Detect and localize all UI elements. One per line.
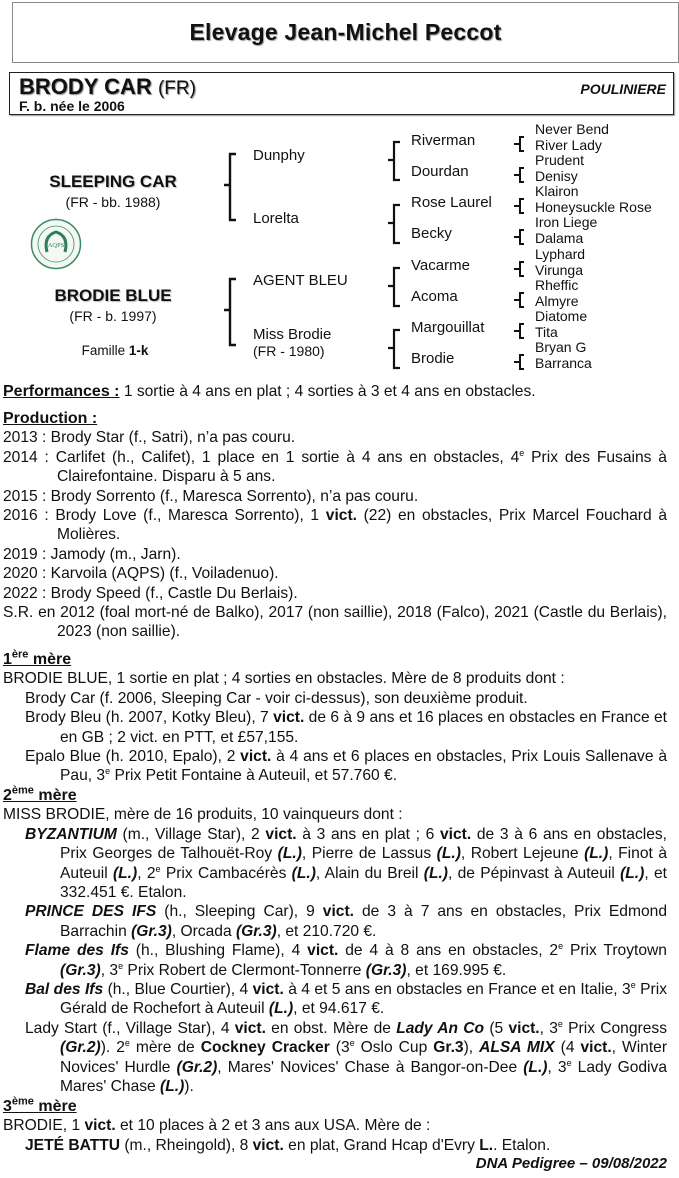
horse-name-text: BRODY CAR bbox=[19, 74, 152, 99]
mere1-title: 1ère mère bbox=[3, 648, 72, 668]
gen4-horse: Iron Liege bbox=[535, 214, 598, 230]
gen2-horse-name: Miss Brodie bbox=[253, 326, 332, 343]
gen3-horse: Becky bbox=[411, 225, 452, 242]
bracket bbox=[384, 266, 404, 308]
performances-text: 1 sortie à 4 ans en plat ; 4 sorties à 3 et 4 ans en obstacles. bbox=[119, 383, 536, 400]
gen3-horse: Acoma bbox=[411, 288, 458, 305]
gen4-horse: Diatome bbox=[535, 308, 588, 324]
gen3-horse: Vacarme bbox=[411, 257, 470, 274]
gen4-pair bbox=[535, 153, 584, 184]
gen2-horse bbox=[253, 326, 331, 359]
bracket bbox=[512, 322, 526, 340]
header-box bbox=[12, 2, 679, 63]
bracket bbox=[512, 291, 526, 309]
famille bbox=[15, 343, 215, 358]
bracket bbox=[512, 353, 526, 371]
bracket bbox=[220, 277, 240, 347]
performances-section bbox=[3, 382, 667, 401]
mere1-intro: BRODIE BLUE, 1 sortie en plat ; 4 sorties en obstacles. Mère de 8 produits dont : bbox=[3, 670, 565, 688]
mere2-item: Bal des Ifs (h., Blue Courtier), 4 vict. à 4 et 5 ans en obstacles en France et en Italie, 3e Prix Gérald de Rochefort à Auteuil (L.), et 94.617 €. bbox=[25, 979, 667, 1018]
gen2-horse: Dunphy bbox=[253, 147, 305, 164]
aqps-seal-icon bbox=[30, 218, 82, 270]
gen4-pair bbox=[535, 184, 652, 215]
mere1-item: Epalo Blue (h. 2010, Epalo), 2 vict. à 4 ans et 6 places en obstacles, Prix Louis Sallenave à Pau, 3e Prix Petit Fontaine à Auteuil, et 57.760 €. bbox=[25, 748, 667, 785]
bracket bbox=[512, 228, 526, 246]
production-item bbox=[3, 603, 667, 642]
bracket bbox=[384, 140, 404, 182]
horse-name bbox=[19, 74, 196, 100]
bracket bbox=[512, 166, 526, 184]
horse-country: (FR) bbox=[157, 78, 196, 99]
mere1-item: Brody Car (f. 2006, Sleeping Car - voir ci-dessus), son deuxième produit. bbox=[25, 689, 528, 707]
mere2-item: Flame des Ifs (h., Blushing Flame), 4 vict. de 4 à 8 ans en obstacles, 2e Prix Troytown (Gr.3), 3e Prix Robert de Clermont-Tonnerre (Gr.3), et 169.995 €. bbox=[25, 941, 667, 979]
mere1-item: Brody Bleu (h. 2007, Kotky Bleu), 7 vict. de 6 à 9 ans et 16 places en obstacles en France et en GB ; 2 vict. en PTT, et £57,155. bbox=[25, 709, 667, 746]
header-title: Elevage Jean-Michel Peccot bbox=[189, 19, 502, 45]
gen4-horse: Almyre bbox=[535, 292, 579, 309]
gen2-horse-info: (FR - 1980) bbox=[253, 343, 325, 359]
gen4-horse: Barranca bbox=[535, 354, 592, 371]
horse-box bbox=[9, 72, 674, 115]
gen4-horse: Honeysuckle Rose bbox=[535, 198, 652, 215]
gen2-horse: AGENT BLEU bbox=[253, 272, 348, 289]
pedigree bbox=[0, 120, 679, 375]
production-item bbox=[3, 487, 667, 506]
gen3-horse: Dourdan bbox=[411, 163, 469, 180]
sire-name: SLEEPING CAR bbox=[49, 172, 177, 191]
horse-description: F. b. née le 2006 bbox=[19, 98, 125, 114]
gen4-horse: Tita bbox=[535, 323, 558, 340]
production-title: Production : bbox=[3, 410, 98, 427]
production-section bbox=[3, 409, 667, 642]
mere2-item: PRINCE DES IFS (h., Sleeping Car), 9 vict. de 3 à 7 ans en obstacles, Prix Edmond Barrachin (Gr.3), Orcada (Gr.3), et 210.720 €. bbox=[25, 903, 667, 940]
gen4-horse: Prudent bbox=[535, 152, 585, 168]
gen3-horse: Margouillat bbox=[411, 319, 485, 336]
production-item bbox=[3, 564, 667, 583]
dam-name: BRODIE BLUE bbox=[54, 286, 172, 305]
production-item-text: 2019 : Jamody (m., Jarn). bbox=[3, 545, 181, 563]
mere1-section bbox=[3, 650, 667, 786]
mere2-title: 2ème mère bbox=[3, 784, 77, 804]
production-item bbox=[3, 428, 667, 447]
gen2-horse: Lorelta bbox=[253, 210, 299, 227]
production-item: 2014 : Carlifet (h., Califet), 1 place en 1 sortie à 4 ans en obstacles, 4e Prix des Fusains à Clairefontaine. Disparu à 5 ans. bbox=[3, 447, 667, 486]
gen3-horse: Riverman bbox=[411, 132, 476, 149]
mere2-item: BYZANTIUM (m., Village Star), 2 vict. à 3 ans en plat ; 6 vict. de 3 à 6 ans en obstacles, Prix Georges de Talhouët-Roy (L.), Pierre de Lassus (L.), Robert Lejeune (L.), Finot à Auteuil (L.), 2e Prix Cambacérès (L.), Alain du Breil (L.), de Pépinvast à Auteuil (L.), et 332.451 €. Etalon. bbox=[25, 825, 668, 902]
dam bbox=[13, 286, 213, 324]
dam-info: (FR - b. 1997) bbox=[69, 308, 157, 324]
svg-text:AQPS: AQPS bbox=[47, 242, 65, 249]
production-item-text: 2013 : Brody Star (f., Satri), n’a pas couru. bbox=[3, 429, 296, 447]
mere3-title: 3ème mère bbox=[3, 1095, 77, 1115]
mere2-item: Lady Start (f., Village Star), 4 vict. en obst. Mère de Lady An Co (5 vict., 3e Prix Congress (Gr.2)). 2e mère de Cockney Cracker (3e Oslo Cup Gr.3), ALSA MIX (4 vict., Winter Novices' Hurdle (Gr.2), Mares' Novices' Chase à Bangor-on-Dee (L.), 3e Lady Godiva Mares' Chase (L.)). bbox=[25, 1018, 668, 1096]
mere3-section bbox=[3, 1097, 667, 1155]
gen4-pair bbox=[535, 278, 579, 309]
sire bbox=[13, 172, 213, 210]
mere3-intro: BRODIE, 1 vict. et 10 places à 2 et 3 ans aux USA. Mère de : bbox=[3, 1117, 431, 1135]
gen4-pair bbox=[535, 122, 609, 153]
production-item-text: 2015 : Brody Sorrento (f., Maresca Sorrento), n’a pas couru. bbox=[3, 487, 419, 505]
gen4-horse: Lyphard bbox=[535, 246, 586, 262]
gen4-horse: Dalama bbox=[535, 229, 584, 246]
sire-info: (FR - bb. 1988) bbox=[65, 194, 161, 210]
famille-label: Famille bbox=[81, 343, 129, 358]
gen4-horse: Bryan G bbox=[535, 339, 587, 355]
bracket bbox=[220, 152, 240, 222]
gen4-horse: Klairon bbox=[535, 183, 579, 199]
production-item-text: 2020 : Karvoila (AQPS) (f., Voiladenuo). bbox=[3, 565, 279, 583]
bracket bbox=[512, 197, 526, 215]
gen3-horse: Rose Laurel bbox=[411, 194, 492, 211]
gen4-horse: Rheffic bbox=[535, 277, 579, 293]
gen4-horse: Virunga bbox=[535, 261, 584, 278]
bracket bbox=[384, 328, 404, 370]
production-item-text: 2022 : Brody Speed (f., Castle Du Berlais). bbox=[3, 584, 298, 602]
mere3-item: JETÉ BATTU (m., Rheingold), 8 vict. en plat, Grand Hcap d'Evry L.. Etalon. bbox=[25, 1136, 551, 1154]
production-item bbox=[3, 584, 667, 603]
performances-title: Performances : bbox=[3, 383, 120, 400]
bracket bbox=[512, 135, 526, 153]
horse-type: POULINIERE bbox=[580, 81, 666, 97]
gen4-horse: River Lady bbox=[535, 136, 602, 153]
mere2-section bbox=[3, 786, 667, 1097]
bracket bbox=[512, 260, 526, 278]
gen4-pair bbox=[535, 340, 592, 371]
gen4-pair bbox=[535, 309, 587, 340]
gen3-horse: Brodie bbox=[411, 350, 455, 367]
gen4-horse: Denisy bbox=[535, 167, 578, 184]
production-item-text: S.R. en 2012 (foal mort-né de Balko), 2017 (non saillie), 2018 (Falco), 2021 (Castle du Berlais), 2023 (non saillie). bbox=[3, 604, 667, 641]
famille-value: 1-k bbox=[128, 343, 149, 358]
gen4-pair bbox=[535, 215, 597, 246]
production-item: 2016 : Brody Love (f., Maresca Sorrento), 1 vict. (22) en obstacles, Prix Marcel Fouchard à Molières. bbox=[3, 507, 667, 544]
mere2-intro: MISS BRODIE, mère de 16 produits, 10 vainqueurs dont : bbox=[3, 806, 403, 824]
gen4-pair bbox=[535, 247, 585, 278]
bracket bbox=[384, 203, 404, 245]
production-item bbox=[3, 545, 667, 564]
gen4-horse: Never Bend bbox=[535, 121, 609, 137]
footer-source: DNA Pedigree – 09/08/2022 bbox=[475, 1155, 667, 1172]
